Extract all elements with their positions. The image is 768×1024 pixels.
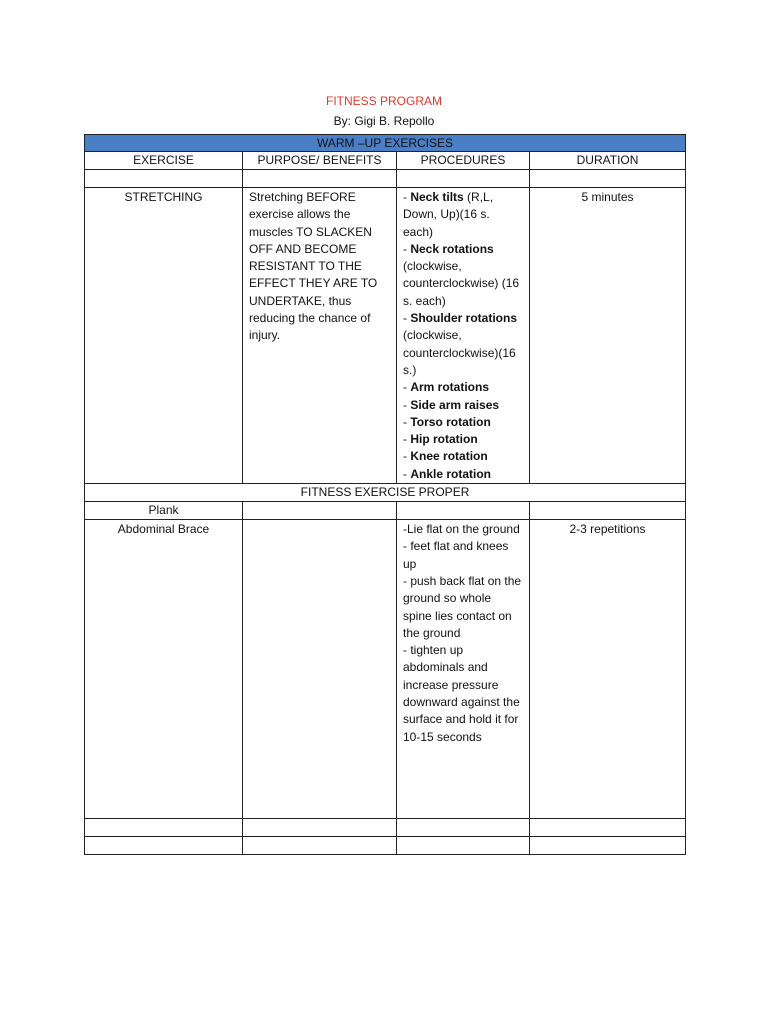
plank-row xyxy=(85,502,686,520)
procedure-item: - push back flat on the ground so whole spine lies contact on the ground xyxy=(403,573,522,640)
author-line: By: Gigi B. Repollo xyxy=(333,114,435,128)
header-purpose: PURPOSE/ BENEFITS xyxy=(243,152,397,170)
plank-exercise: Plank xyxy=(85,502,243,520)
header-procedures: PROCEDURES xyxy=(397,152,530,170)
procedure-item: - Arm rotations xyxy=(403,380,490,395)
proper-section-row xyxy=(85,484,686,502)
procedure-item: - Hip rotation xyxy=(403,432,478,447)
procedure-item: - Neck tilts (R,L, Down, Up)(16 s. each) xyxy=(403,190,494,239)
procedure-item: - Shoulder rotations (clockwise, counterclockwise)(16 s.) xyxy=(403,311,518,377)
procedure-item: - Torso rotation xyxy=(403,414,491,429)
stretching-purpose: Stretching BEFORE exercise allows the muscles TO SLACKEN OFF AND BECOME RESISTANT TO THE EFFECT THEY ARE TO UNDERTAKE, thus reducing the chance of injury. xyxy=(243,188,397,484)
abdominal-brace-duration: 2-3 repetitions xyxy=(530,520,686,819)
proper-section-title: FITNESS EXERCISE PROPER xyxy=(85,484,686,502)
stretching-row xyxy=(85,188,686,484)
stretching-duration: 5 minutes xyxy=(530,188,686,484)
warmup-banner: WARM –UP EXERCISES xyxy=(85,135,686,152)
stretching-procedures xyxy=(397,188,530,484)
fitness-table xyxy=(84,134,686,855)
header-exercise: EXERCISE xyxy=(85,152,243,170)
warmup-banner-row xyxy=(85,135,686,152)
procedure-item: - Knee rotation xyxy=(403,449,488,464)
procedure-item: - Ankle rotation xyxy=(403,466,492,481)
empty-row xyxy=(85,819,686,837)
empty-row xyxy=(85,837,686,855)
header-duration: DURATION xyxy=(530,152,686,170)
procedure-item: - Side arm raises xyxy=(403,397,500,412)
procedure-item: - Neck rotations (clockwise, counterclockwise) (16 s. each) xyxy=(403,241,520,308)
abdominal-brace-procedures xyxy=(397,520,530,819)
header-row xyxy=(85,152,686,170)
abdominal-brace-row xyxy=(85,520,686,819)
empty-row xyxy=(85,170,686,188)
stretching-exercise: STRETCHING xyxy=(85,188,243,484)
procedure-item: - tighten up abdominals and increase pressure downward against the surface and hold it for 10-15 seconds xyxy=(403,643,520,744)
procedure-item: - feet flat and knees up xyxy=(403,539,509,571)
abdominal-brace-exercise: Abdominal Brace xyxy=(85,520,243,819)
document-title: FITNESS PROGRAM xyxy=(325,94,442,108)
procedure-item: -Lie flat on the ground xyxy=(403,522,520,537)
